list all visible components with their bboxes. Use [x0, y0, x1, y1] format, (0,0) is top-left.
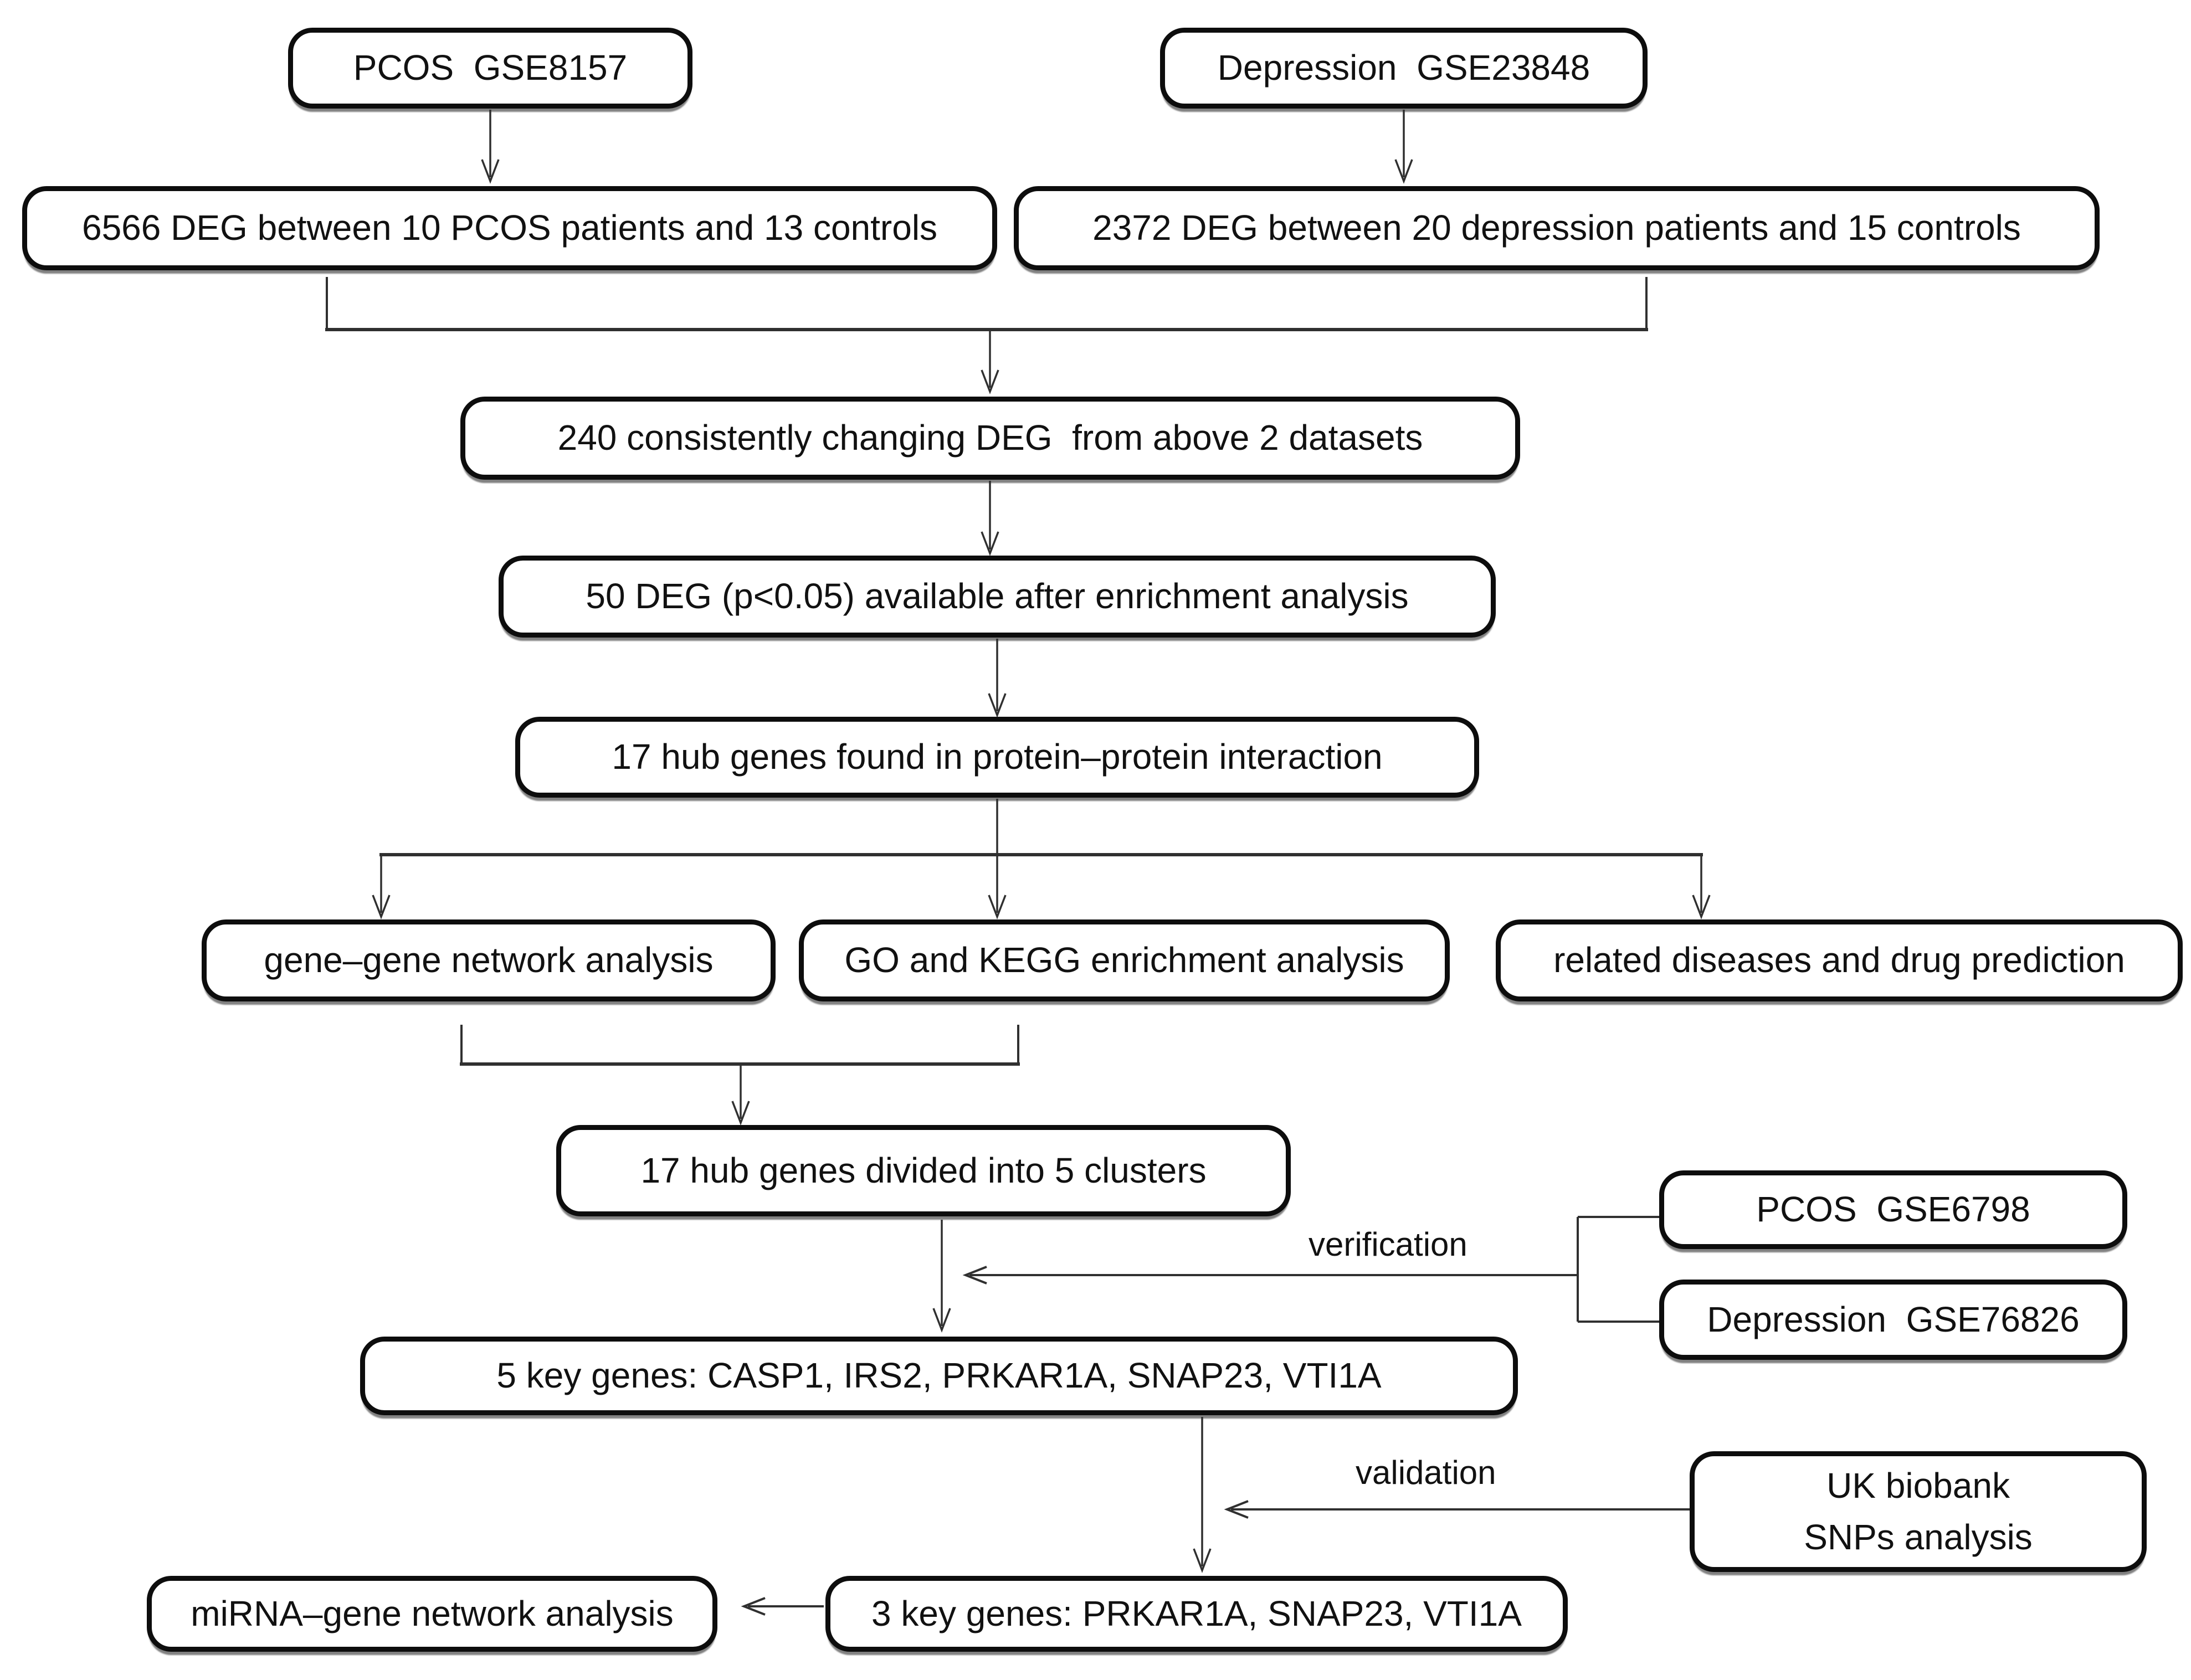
node-label-line2: SNPs analysis — [1804, 1517, 2033, 1557]
arrow-key5-to-key3 — [1194, 1417, 1210, 1570]
node-key-genes-5 — [360, 1337, 1518, 1415]
merge-analysis-bracket — [460, 1025, 1020, 1123]
node-label: 17 hub genes divided into 5 clusters — [640, 1150, 1207, 1190]
node-pcos-gse8157 — [288, 28, 692, 109]
node-label: 50 DEG (p<0.05) available after enrichment analysis — [586, 576, 1409, 616]
arrow-consistent-to-enriched — [982, 481, 998, 553]
validation-label: validation — [1356, 1454, 1496, 1491]
branch-bracket — [373, 799, 1710, 917]
node-label: 3 key genes: PRKAR1A, SNAP23, VTI1A — [871, 1593, 1522, 1633]
node-depression-gse23848 — [1160, 28, 1648, 109]
merge-deg-bracket — [325, 277, 1648, 392]
node-label: PCOS GSE6798 — [1756, 1189, 2030, 1230]
node-label: 5 key genes: CASP1, IRS2, PRKAR1A, SNAP23, VTI1A — [496, 1355, 1382, 1396]
node-label: PCOS GSE8157 — [353, 48, 628, 88]
verification-label: verification — [1309, 1226, 1467, 1263]
arrow-depression-to-deg — [1395, 110, 1412, 181]
node-label: GO and KEGG enrichment analysis — [844, 940, 1404, 980]
node-depression-deg — [1014, 186, 2100, 270]
node-gene-gene-network — [202, 919, 776, 1001]
node-consistent-deg — [460, 397, 1520, 480]
node-label: related diseases and drug prediction — [1553, 940, 2125, 980]
node-uk-biobank — [1690, 1451, 2147, 1572]
node-label-line1: UK biobank — [1826, 1466, 2010, 1506]
node-pcos-deg — [22, 186, 997, 270]
node-label: 240 consistently changing DEG from above 2 datasets — [557, 418, 1423, 458]
node-key-genes-3 — [825, 1576, 1568, 1652]
node-label: Depression GSE23848 — [1217, 48, 1590, 88]
node-label: gene–gene network analysis — [264, 940, 714, 980]
validation-arrow — [1227, 1501, 1690, 1518]
node-diseases-drugs — [1496, 919, 2183, 1001]
node-label: 6566 DEG between 10 PCOS patients and 13 controls — [81, 208, 938, 248]
node-enriched-deg — [499, 556, 1496, 638]
arrow-key3-to-mirna — [744, 1598, 824, 1615]
node-depression-gse76826 — [1659, 1280, 2127, 1360]
node-label: miRNA–gene network analysis — [191, 1593, 674, 1633]
arrow-clusters-to-key5 — [933, 1220, 950, 1330]
arrow-enriched-to-hub — [989, 639, 1005, 715]
node-pcos-gse6798 — [1659, 1170, 2127, 1249]
node-mirna-network — [147, 1576, 717, 1652]
node-clusters — [556, 1125, 1291, 1216]
node-label: Depression GSE76826 — [1707, 1299, 2080, 1339]
node-label: 2372 DEG between 20 depression patients and 15 controls — [1092, 208, 2021, 248]
node-hub-genes — [515, 717, 1479, 798]
node-go-kegg — [799, 919, 1450, 1001]
arrow-pcos-to-deg — [482, 110, 499, 181]
node-label: 17 hub genes found in protein–protein interaction — [612, 737, 1383, 777]
